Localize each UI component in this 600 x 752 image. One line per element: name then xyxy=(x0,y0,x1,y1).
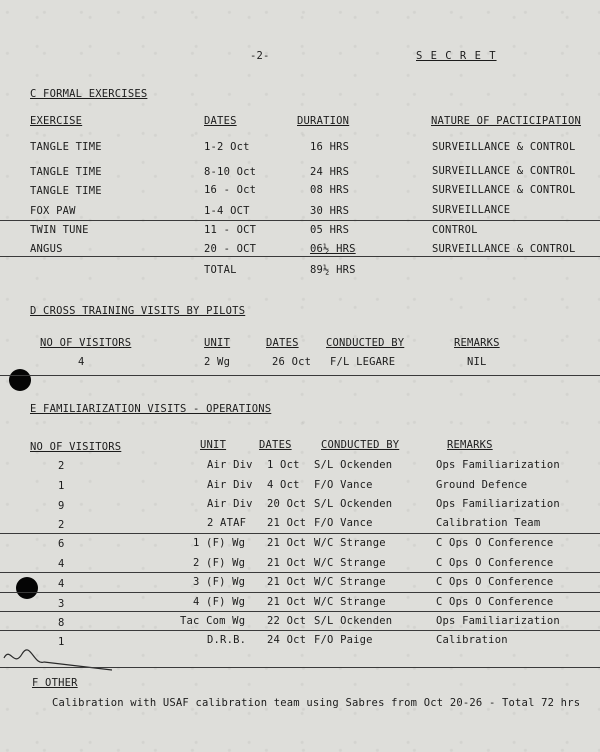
e-unit: 2 (F) Wg xyxy=(193,557,246,569)
page-number: -2- xyxy=(250,50,270,62)
e-dates: 21 Oct xyxy=(267,557,307,569)
e-conducted: F/O Paige xyxy=(314,634,373,646)
divider xyxy=(0,220,600,221)
e-visitors: 6 xyxy=(58,538,65,550)
c-exercise: ANGUS xyxy=(30,243,63,255)
e-dates: 21 Oct xyxy=(267,537,307,549)
c-nature: SURVEILLANCE & CONTROL xyxy=(432,184,576,196)
e-remarks: Calibration xyxy=(436,634,508,646)
e-conducted: S/L Ockenden xyxy=(314,459,393,471)
e-dates: 21 Oct xyxy=(267,517,307,529)
e-unit: Tac Com Wg xyxy=(180,615,246,627)
e-unit: 2 ATAF xyxy=(207,517,247,529)
e-conducted: W/C Strange xyxy=(314,557,386,569)
e-header-conducted: CONDUCTED BY xyxy=(321,439,400,451)
e-unit: D.R.B. xyxy=(207,634,247,646)
e-unit: 1 (F) Wg xyxy=(193,537,246,549)
d-header-dates: DATES xyxy=(266,337,299,349)
divider xyxy=(0,630,600,631)
e-visitors: 1 xyxy=(58,636,65,648)
divider xyxy=(0,375,600,376)
e-visitors: 4 xyxy=(58,558,65,570)
c-duration: 24 HRS xyxy=(310,166,350,178)
c-nature: SURVEILLANCE xyxy=(432,204,511,216)
e-visitors: 2 xyxy=(58,519,65,531)
e-conducted: W/C Strange xyxy=(314,576,386,588)
e-conducted: S/L Ockenden xyxy=(314,498,393,510)
c-nature: SURVEILLANCE & CONTROL xyxy=(432,141,576,153)
e-unit: Air Div xyxy=(207,479,253,491)
classification: S E C R E T xyxy=(416,50,497,62)
c-duration: 08 HRS xyxy=(310,184,350,196)
c-nature: SURVEILLANCE & CONTROL xyxy=(432,165,576,177)
c-dates: 8-10 Oct xyxy=(204,166,257,178)
punch-hole xyxy=(9,369,31,391)
c-duration: 30 HRS xyxy=(310,205,350,217)
c-nature: SURVEILLANCE & CONTROL xyxy=(432,243,576,255)
e-dates: 20 Oct xyxy=(267,498,307,510)
d-dates: 26 Oct xyxy=(272,356,312,368)
c-dates: 20 - OCT xyxy=(204,243,257,255)
section-c-heading: C FORMAL EXERCISES xyxy=(30,88,148,100)
c-header-dates: DATES xyxy=(204,115,237,127)
c-duration: 16 HRS xyxy=(310,141,350,153)
e-remarks: C Ops O Conference xyxy=(436,596,554,608)
e-header-unit: UNIT xyxy=(200,439,227,451)
e-unit: 3 (F) Wg xyxy=(193,576,246,588)
c-exercise: TANGLE TIME xyxy=(30,185,102,197)
section-d-heading: D CROSS TRAINING VISITS BY PILOTS xyxy=(30,305,246,317)
c-total-label: TOTAL xyxy=(204,264,237,276)
section-e-heading: E FAMILIARIZATION VISITS - OPERATIONS xyxy=(30,403,272,415)
e-header-dates: DATES xyxy=(259,439,292,451)
d-visitors: 4 xyxy=(78,356,85,368)
section-f-heading: F OTHER xyxy=(32,677,78,689)
d-conducted: F/L LEGARE xyxy=(330,356,396,368)
e-conducted: W/C Strange xyxy=(314,537,386,549)
e-remarks: C Ops O Conference xyxy=(436,557,554,569)
divider xyxy=(0,572,600,573)
e-unit: Air Div xyxy=(207,459,253,471)
c-exercise: FOX PAW xyxy=(30,205,76,217)
c-header-nature: NATURE OF PACTICIPATION xyxy=(431,115,581,127)
divider xyxy=(0,592,600,593)
divider xyxy=(0,533,600,534)
e-dates: 1 Oct xyxy=(267,459,300,471)
divider xyxy=(0,611,600,612)
ink-scribble xyxy=(0,640,120,674)
d-header-visitors: NO OF VISITORS xyxy=(40,337,132,349)
c-exercise: TANGLE TIME xyxy=(30,166,102,178)
e-conducted: S/L Ockenden xyxy=(314,615,393,627)
e-visitors: 1 xyxy=(58,480,65,492)
d-remarks: NIL xyxy=(467,356,487,368)
e-visitors: 8 xyxy=(58,617,65,629)
e-remarks: Ops Familiarization xyxy=(436,498,560,510)
c-header-duration: DURATION xyxy=(297,115,350,127)
d-unit: 2 Wg xyxy=(204,356,231,368)
c-duration: 06½ HRS xyxy=(310,243,356,255)
c-exercise: TWIN TUNE xyxy=(30,224,89,236)
c-dates: 11 - OCT xyxy=(204,224,257,236)
e-remarks: Ops Familiarization xyxy=(436,615,560,627)
divider xyxy=(0,256,600,257)
e-remarks: C Ops O Conference xyxy=(436,576,554,588)
e-visitors: 4 xyxy=(58,578,65,590)
e-unit: 4 (F) Wg xyxy=(193,596,246,608)
c-header-exercise: EXERCISE xyxy=(30,115,83,127)
e-visitors: 3 xyxy=(58,598,65,610)
c-dates: 1-4 OCT xyxy=(204,205,250,217)
e-remarks: Ground Defence xyxy=(436,479,528,491)
e-remarks: Calibration Team xyxy=(436,517,541,529)
e-dates: 21 Oct xyxy=(267,576,307,588)
e-visitors: 2 xyxy=(58,460,65,472)
e-header-remarks: REMARKS xyxy=(447,439,493,451)
e-dates: 21 Oct xyxy=(267,596,307,608)
c-total-value: 89½ HRS xyxy=(310,264,356,276)
divider xyxy=(0,667,600,668)
c-dates: 16 - Oct xyxy=(204,184,257,196)
d-header-unit: UNIT xyxy=(204,337,231,349)
e-remarks: Ops Familiarization xyxy=(436,459,560,471)
d-header-remarks: REMARKS xyxy=(454,337,500,349)
c-dates: 1-2 Oct xyxy=(204,141,250,153)
e-conducted: F/O Vance xyxy=(314,517,373,529)
e-dates: 22 Oct xyxy=(267,615,307,627)
e-conducted: W/C Strange xyxy=(314,596,386,608)
c-duration: 05 HRS xyxy=(310,224,350,236)
section-f-text: Calibration with USAF calibration team using Sabres from Oct 20-26 - Total 72 hrs xyxy=(52,697,581,709)
d-header-conducted: CONDUCTED BY xyxy=(326,337,405,349)
punch-hole xyxy=(16,577,38,599)
e-conducted: F/O Vance xyxy=(314,479,373,491)
e-remarks: C Ops O Conference xyxy=(436,537,554,549)
e-unit: Air Div xyxy=(207,498,253,510)
c-exercise: TANGLE TIME xyxy=(30,141,102,153)
e-header-visitors: NO OF VISITORS xyxy=(30,441,122,453)
e-dates: 24 Oct xyxy=(267,634,307,646)
c-nature: CONTROL xyxy=(432,224,478,236)
e-dates: 4 Oct xyxy=(267,479,300,491)
e-visitors: 9 xyxy=(58,500,65,512)
